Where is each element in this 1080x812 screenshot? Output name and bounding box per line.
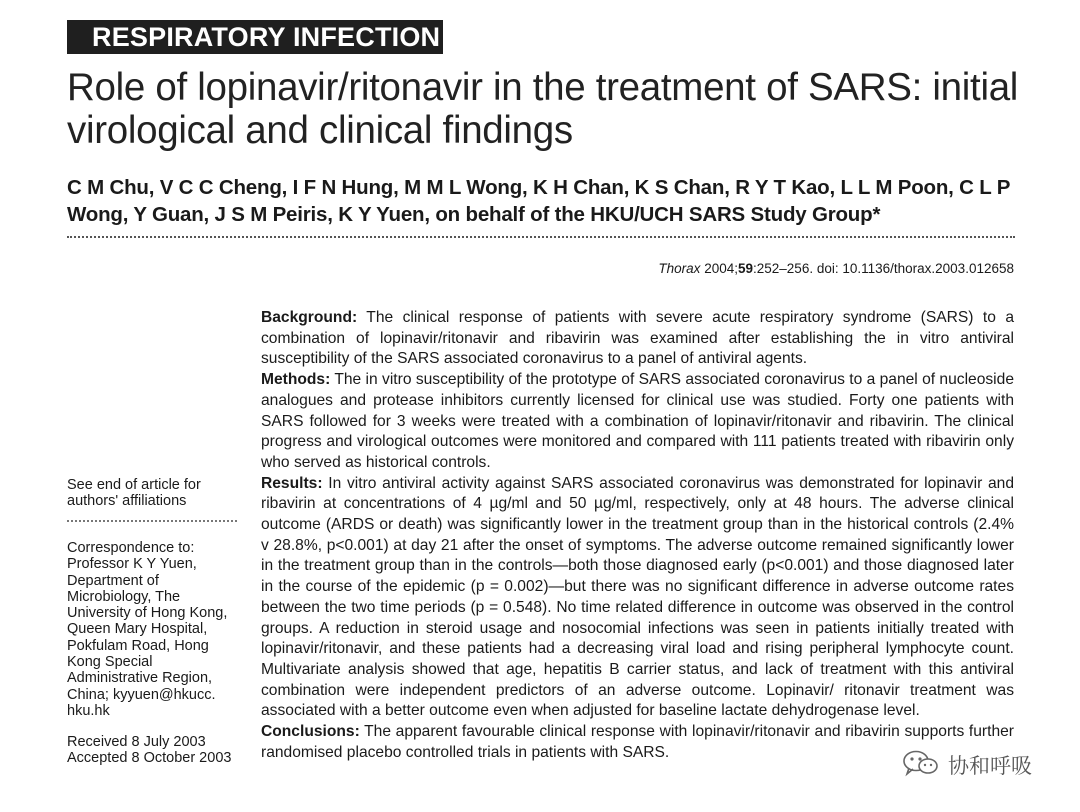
sidebar-divider <box>67 520 237 522</box>
abstract-text: The in vitro susceptibility of the prototype of SARS associated coronavirus to a panel of nucleoside analogues and protease inhibitors currently licensed for clinical use was studied. Forty one patients with SARS followed for 3 weeks were treated with a combination of lopinavir/ritonavir and ribavirin. The clinical progress and virological outcomes were monitored and compared with 111 patients treated with ribavirin only who served as historical controls. <box>261 371 1014 471</box>
header-divider <box>67 236 1015 238</box>
watermark-text: 协和呼吸 <box>948 754 1032 778</box>
article-title: Role of lopinavir/ritonavir in the treatment of SARS: initial virological and clinical findings <box>67 66 1019 152</box>
sidebar-dates <box>67 734 239 767</box>
abstract-heading: Methods: <box>261 371 331 389</box>
section-label: RESPIRATORY INFECTION <box>67 20 443 54</box>
abstract-text: The apparent favourable clinical response with lopinavir/ritonavir and ribavirin supports further randomised placebo controlled trials in patients with SARS. <box>261 723 1014 761</box>
sidebar-line: Pokfulam Road, Hong <box>67 637 209 654</box>
received-date: Received 8 July 2003 <box>67 734 206 750</box>
sidebar-line: Department of <box>67 572 159 589</box>
citation-line <box>658 260 1014 278</box>
accepted-date: Accepted 8 October 2003 <box>67 750 232 767</box>
abstract-methods <box>261 370 1014 474</box>
abstract-background <box>261 308 1014 370</box>
wechat-logo-icon <box>902 749 940 782</box>
citation-volume: 59 <box>737 261 754 276</box>
watermark <box>896 750 1038 780</box>
sidebar-line: hku.hk <box>67 702 110 719</box>
abstract-text: The clinical response of patients with severe acute respiratory syndrome (SARS) to a combination of lopinavir/ritonavir and ribavirin was examined after establishing the in vitro antiviral susceptibility of the SARS associated coronavirus to a panel of antiviral agents. <box>261 309 1014 368</box>
abstract-text: In vitro antiviral activity against SARS associated coronavirus was demonstrated for lopinavir and ribavirin at concentrations of 4 µg/ml and 50 µg/ml, respectively, only at 48 hours. The adverse clinical outcome (ARDS or death) was significantly lower in the treatment group than in the historical controls (2.4% v 28.8%, p<0.001) at day 21 after the onset of symptoms. The adverse outcome remained significantly lower in the treatment group than in the controls—both those diagnosed early (p<0.001) and those diagnosed later in the course of the epidemic (p = 0.002)—but there was no significant difference in adverse outcome rates between the two time periods (p = 0.548). No time related difference in outcome was observed in the control groups. A reduction in steroid usage and nosocomial infections was seen in patients initially treated with lopinavir/ritonavir, and these patients had a decreasing viral load and rising peripheral lymphocyte count. Multivariate analysis showed that age, hepatitis B carrier status, and lack of treatment with this antiviral combination were independent predictors of an adverse outcome. Lopinavir/ ritonavir treatment was associated with a better outcome even when adjusted for baseline lactate dehydrogenase level. <box>261 474 1014 720</box>
sidebar-line: Queen Mary Hospital, <box>67 621 208 638</box>
sidebar-line: Microbiology, The <box>67 588 181 605</box>
sidebar-line: See end of article for <box>67 477 201 493</box>
abstract-results <box>261 474 1014 722</box>
sidebar-line: China; kyyuen@hkucc. <box>67 686 216 703</box>
citation-journal: Thorax <box>658 261 701 276</box>
sidebar-line: Administrative Region, <box>67 670 213 687</box>
sidebar-affiliation-note <box>67 477 239 510</box>
sidebar-line: University of Hong Kong, <box>67 605 228 622</box>
abstract-heading: Conclusions: <box>261 723 360 741</box>
sidebar-line: Correspondence to: <box>67 540 195 556</box>
sidebar-line: Kong Special <box>67 654 153 671</box>
abstract-heading: Results: <box>261 474 323 492</box>
abstract-heading: Background: <box>261 309 358 326</box>
sidebar-line: authors' affiliations <box>67 493 187 510</box>
author-list: C M Chu, V C C Cheng, I F N Hung, M M L Wong, K H Chan, K S Chan, R Y T Kao, L L M Poon, C L P Wong, Y Guan, J S M Peiris, K Y Yuen, on behalf of the HKU/UCH SARS Study Group* <box>67 176 1010 226</box>
sidebar-line: Professor K Y Yuen, <box>67 556 197 573</box>
citation-pages-doi: :252–256. doi: 10.1136/thorax.2003.012658 <box>753 261 1014 276</box>
abstract <box>261 308 1014 763</box>
citation-year: 2004; <box>700 261 738 276</box>
sidebar-correspondence <box>67 540 239 719</box>
